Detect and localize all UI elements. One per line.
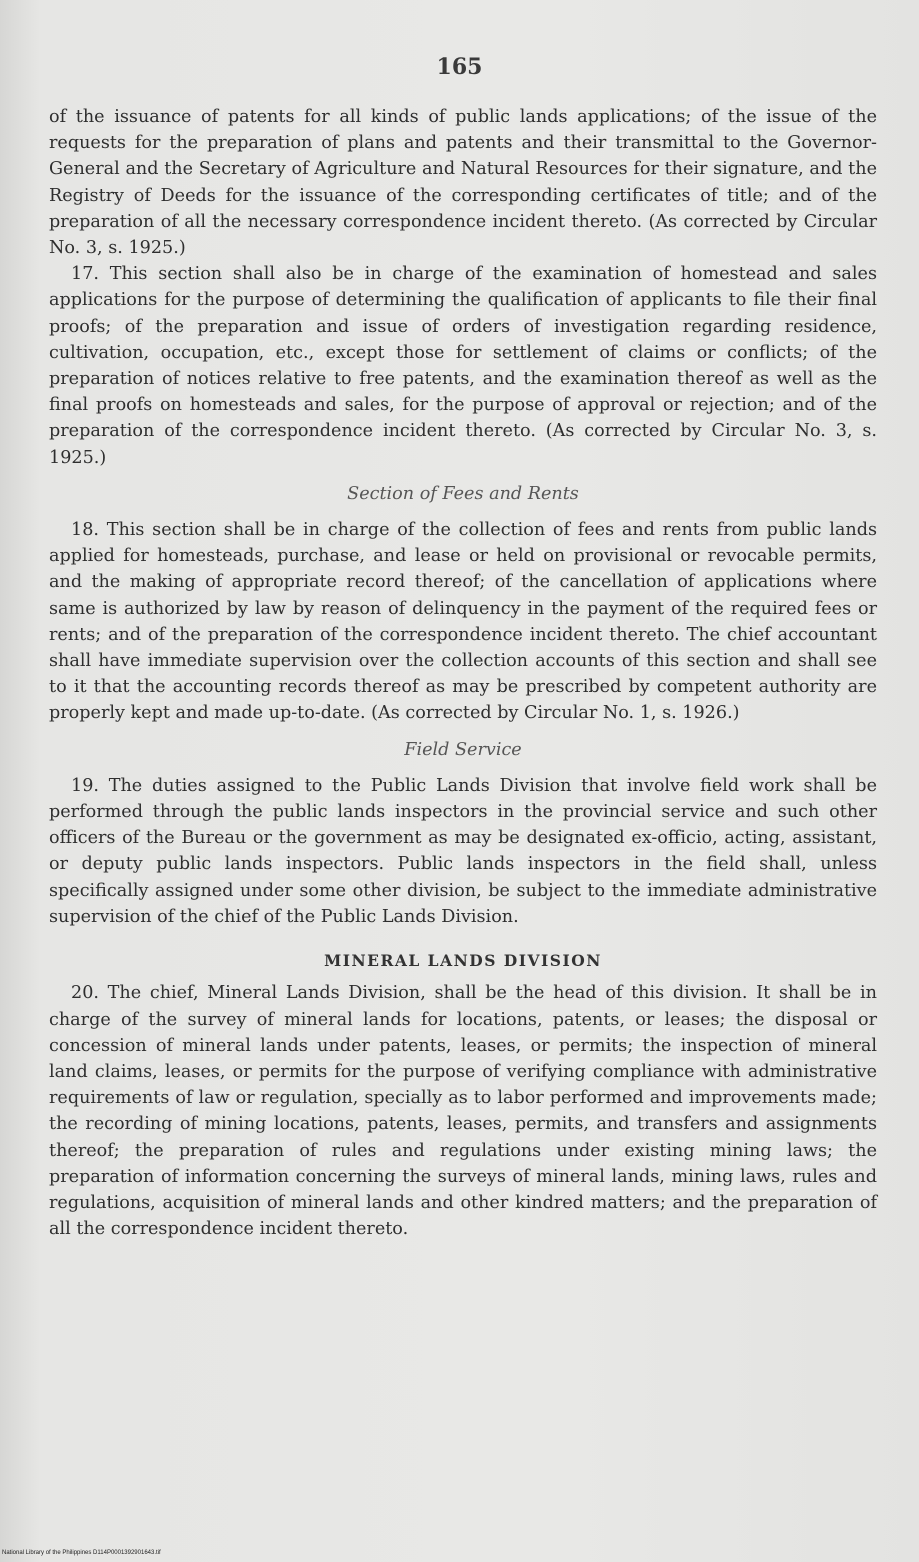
heading-section-fees-rents: Section of Fees and Rents <box>347 483 579 504</box>
paragraph-19: 19. The duties assigned to the Public Lands Division that involve field work shall be performed through the public lands inspectors in the provincial service and such other officers of the Bureau or the government as may be designated ex-officio, acting, assistant, or deputy public lands inspectors. Public lands inspectors in the field shall, unless specifically assigned under some other division, be subject to the immediate administrative supervision of the chief of the Public Lands Division. <box>49 775 877 927</box>
scan-footer: National Library of the Philippines D114P0001392901643.tif <box>2 1550 161 1556</box>
page-number: 165 <box>436 54 483 80</box>
paragraph-continuation: of the issuance of patents for all kinds of public lands applications; of the issue of the requests for the preparation of plans and patents and their transmittal to the Governor-General and the Secretary of Agriculture and Natural Resources for their signature, and the Registry of Deeds for the issuance of the corresponding certificates of title; and of the preparation of all the necessary correspondence incident thereto. (As corrected by Circular No. 3, s. 1925.) <box>49 107 877 259</box>
heading-mineral-lands-division: MINERAL LANDS DIVISION <box>324 951 602 971</box>
page-body <box>49 104 877 1242</box>
paragraph-18: 18. This section shall be in charge of the collection of fees and rents from public lands applied for homesteads, purchase, and lease or held on provisional or revocable permits, and the making of appropriate record thereof; of the cancellation of applications where same is authorized by law by reason of delinquency in the payment of the required fees or rents; and of the preparation of the correspondence incident thereto. The chief accountant shall have immediate supervision over the collection accounts of this section and shall see to it that the accounting records thereof as may be prescribed by competent authority are properly kept and made up-to-date. (As corrected by Circular No. 1, s. 1926.) <box>49 520 877 724</box>
paragraph-20: 20. The chief, Mineral Lands Division, shall be the head of this division. It shall be in charge of the survey of mineral lands for locations, patents, or leases; the disposal or concession of mineral lands under patents, leases, or permits; the inspection of mineral land claims, leases, or permits for the purpose of verifying compliance with administrative requirements of law or regulation, specially as to labor performed and improvements made; the recording of mining locations, patents, leases, permits, and transfers and assignments thereof; the preparation of rules and regulations under existing mining laws; the preparation of information concerning the surveys of mineral lands, mining laws, rules and regulations, acquisition of mineral lands and other kindred matters; and the preparation of all the correspondence incident thereto. <box>49 983 877 1240</box>
heading-field-service: Field Service <box>404 739 522 760</box>
paragraph-17: 17. This section shall also be in charge of the examination of homestead and sales applications for the purpose of determining the qualification of applicants to file their final proofs; of the preparation and issue of orders of investigation regarding residence, cultivation, occupation, etc., except those for settlement of claims or conflicts; of the preparation of notices relative to free patents, and the examination thereof as well as the final proofs on homesteads and sales, for the purpose of approval or rejection; and of the preparation of the correspondence incident thereto. (As corrected by Circular No. 3, s. 1925.) <box>49 264 877 468</box>
